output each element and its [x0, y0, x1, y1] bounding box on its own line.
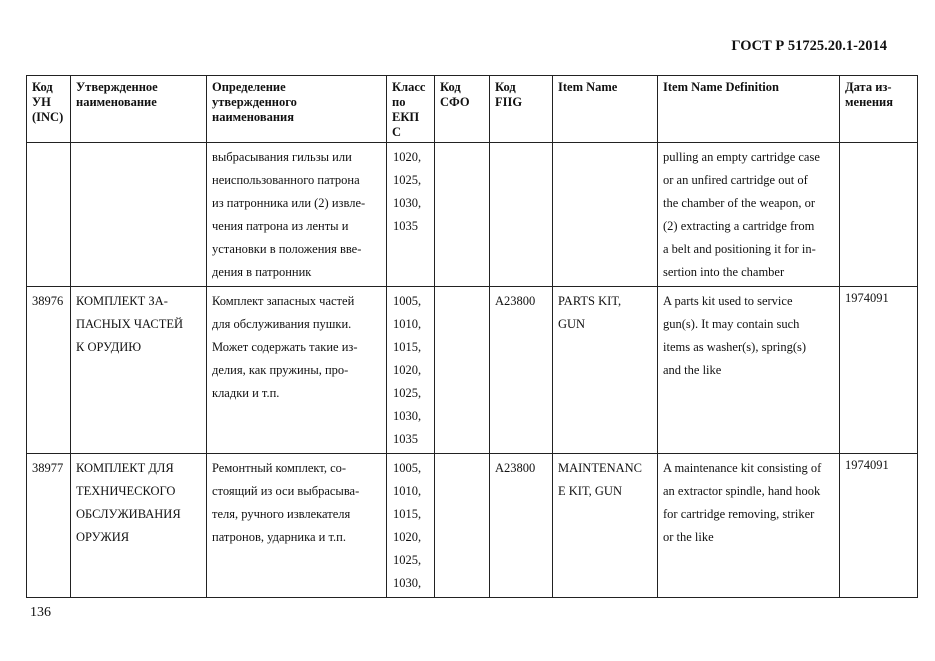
cell-definition-en [658, 287, 840, 454]
cell-definition-ru [207, 143, 387, 287]
header-line: утвержденного [212, 95, 297, 109]
cell-line: A parts kit used to service [663, 294, 793, 308]
cell-line: теля, ручного извлекателя [212, 507, 351, 521]
cell-inc: 38976 [27, 287, 71, 454]
cell-line: a belt and positioning it for in- [663, 242, 816, 256]
cell-line: из патронника или (2) извле- [212, 196, 366, 210]
header-line: Утвержденное [76, 80, 158, 94]
cell-line: items as washer(s), spring(s) [663, 340, 807, 354]
cell-inc: 38977 [27, 454, 71, 598]
cell-line: делия, как пружины, про- [212, 363, 349, 377]
cell-sfo [435, 287, 490, 454]
cell-line: Может содержать такие из- [212, 340, 358, 354]
page-number: 136 [30, 605, 51, 620]
header-item-name [553, 76, 658, 143]
cell-line: for cartridge removing, striker [663, 507, 815, 521]
cell-line: A maintenance kit consisting of [663, 461, 822, 475]
table-row [27, 287, 918, 454]
cell-line: 1010, [393, 317, 422, 331]
cell-line: КОМПЛЕКТ ДЛЯ [76, 461, 174, 475]
header-change-date [840, 76, 918, 143]
cell-definition-en [658, 454, 840, 598]
cell-line: pulling an empty cartridge case [663, 150, 820, 164]
cell-line: E KIT, GUN [558, 484, 622, 498]
cell-line: 1025, [393, 553, 422, 567]
cell-line: К ОРУДИЮ [76, 340, 142, 354]
header-line: С [392, 125, 402, 139]
cell-item-name [553, 143, 658, 287]
cell-line: 1015, [393, 340, 422, 354]
cell-line: MAINTENANC [558, 461, 643, 475]
cell-line: 1030, [393, 196, 422, 210]
cell-sfo [435, 454, 490, 598]
cell-line: 1030, [393, 409, 422, 423]
cell-approved-name [71, 143, 207, 287]
cell-line: 1025, [393, 386, 422, 400]
cell-change-date: 1974091 [840, 454, 918, 598]
cell-line: дения в патронник [212, 265, 312, 279]
cell-line: неиспользованного патрона [212, 173, 360, 187]
catalog-table [26, 75, 918, 598]
cell-class [387, 454, 435, 598]
cell-sfo [435, 143, 490, 287]
cell-definition-ru [207, 287, 387, 454]
header-line: Код [495, 80, 516, 94]
document-header: ГОСТ Р 51725.20.1-2014 [731, 38, 887, 54]
cell-line: 1020, [393, 363, 422, 377]
cell-line: 1025, [393, 173, 422, 187]
cell-line: sertion into the chamber [663, 265, 785, 279]
cell-change-date: 1974091 [840, 287, 918, 454]
cell-approved-name [71, 287, 207, 454]
cell-line: ТЕХНИЧЕСКОГО [76, 484, 176, 498]
table-row [27, 143, 918, 287]
table-header-row [27, 76, 918, 143]
header-line: (INC) [32, 110, 64, 124]
cell-class [387, 143, 435, 287]
header-definition-en [658, 76, 840, 143]
header-class [387, 76, 435, 143]
cell-line: ПАСНЫХ ЧАСТЕЙ [76, 317, 184, 331]
cell-line: патронов, ударника и т.п. [212, 530, 346, 544]
header-line: Код [32, 80, 53, 94]
cell-line: GUN [558, 317, 586, 331]
header-line: СФО [440, 95, 470, 109]
header-line: наименования [212, 110, 295, 124]
header-line: по [392, 95, 406, 109]
header-fiig [490, 76, 553, 143]
cell-line: 1035 [393, 219, 418, 233]
cell-line: чения патрона из ленты и [212, 219, 349, 233]
cell-item-name [553, 454, 658, 598]
cell-line: 1005, [393, 461, 422, 475]
cell-line: 1015, [393, 507, 422, 521]
cell-line: or the like [663, 530, 714, 544]
cell-line: gun(s). It may contain such [663, 317, 800, 331]
cell-line: the chamber of the weapon, or [663, 196, 816, 210]
cell-line: 1010, [393, 484, 422, 498]
header-line: менения [845, 95, 893, 109]
cell-line: КОМПЛЕКТ ЗА- [76, 294, 168, 308]
table-row [27, 454, 918, 598]
cell-line: or an unfired cartridge out of [663, 173, 808, 187]
cell-line: and the like [663, 363, 722, 377]
cell-line: установки в положения вве- [212, 242, 362, 256]
header-definition-ru [207, 76, 387, 143]
header-line: Класс [392, 80, 426, 94]
cell-line: выбрасывания гильзы или [212, 150, 352, 164]
table-body [27, 143, 918, 598]
header-sfo [435, 76, 490, 143]
cell-line: 1020, [393, 530, 422, 544]
cell-definition-ru [207, 454, 387, 598]
cell-definition-en [658, 143, 840, 287]
cell-line: 1035 [393, 432, 418, 446]
cell-line: 1005, [393, 294, 422, 308]
cell-fiig [490, 143, 553, 287]
header-line: FIIG [495, 95, 523, 109]
cell-line: PARTS KIT, [558, 294, 622, 308]
cell-line: для обслуживания пушки. [212, 317, 352, 331]
cell-fiig: A23800 [490, 287, 553, 454]
cell-line: 1020, [393, 150, 422, 164]
cell-inc [27, 143, 71, 287]
cell-item-name [553, 287, 658, 454]
cell-line: 1030, [393, 576, 422, 590]
header-line: Определение [212, 80, 286, 94]
cell-change-date [840, 143, 918, 287]
cell-line: ОРУЖИЯ [76, 530, 130, 544]
cell-class [387, 287, 435, 454]
header-line: наименование [76, 95, 157, 109]
header-line: Item Name [558, 80, 618, 94]
cell-line: стоящий из оси выбрасыва- [212, 484, 360, 498]
header-line: Item Name Definition [663, 80, 779, 94]
cell-line: Ремонтный комплект, со- [212, 461, 347, 475]
header-line: ЕКП [392, 110, 420, 124]
cell-line: Комплект запасных частей [212, 294, 355, 308]
header-line: УН [32, 95, 51, 109]
cell-approved-name [71, 454, 207, 598]
cell-line: (2) extracting a cartridge from [663, 219, 815, 233]
cell-line: an extractor spindle, hand hook [663, 484, 821, 498]
header-inc [27, 76, 71, 143]
cell-line: ОБСЛУЖИВАНИЯ [76, 507, 181, 521]
header-approved-name [71, 76, 207, 143]
header-line: Код [440, 80, 461, 94]
cell-line: кладки и т.п. [212, 386, 280, 400]
header-line: Дата из- [845, 80, 892, 94]
cell-fiig: A23800 [490, 454, 553, 598]
